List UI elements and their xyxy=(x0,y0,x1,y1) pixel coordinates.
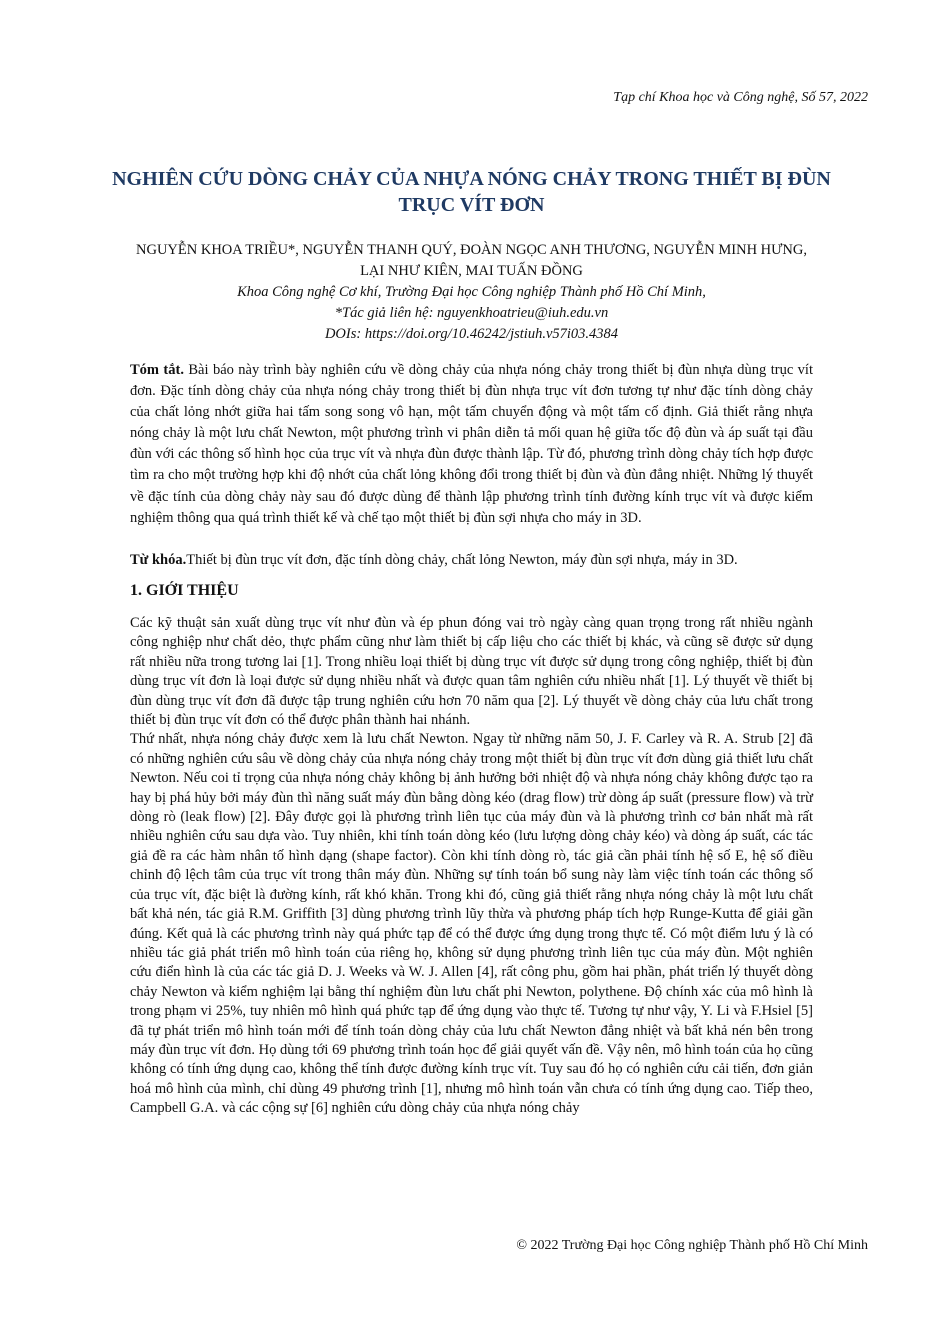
abstract-label: Tóm tắt. xyxy=(130,362,184,378)
journal-header: Tạp chí Khoa học và Công nghệ, Số 57, 2022 xyxy=(613,90,868,105)
keywords-text: Thiết bị đùn trục vít đơn, đặc tính dòng chảy, chất lỏng Newton, máy đùn sợi nhựa, máy in 3D. xyxy=(186,552,738,568)
contact-email: *Tác giả liên hệ: nguyenkhoatrieu@iuh.edu.vn xyxy=(334,305,609,321)
section-heading: 1. GIỚI THIỆU xyxy=(130,582,239,599)
paper-title: NGHIÊN CỨU DÒNG CHẢY CỦA NHỰA NÓNG CHẢY TRONG THIẾT BỊ ĐÙN TRỤC VÍT ĐƠN xyxy=(112,168,831,216)
paragraph: Thứ nhất, nhựa nóng chảy được xem là lưu chất Newton. Ngay từ những năm 50, J. F. Carley và R. A. Strub [2] đã có những nghiên cứu sâu về dòng chảy của nhựa nóng chảy trong một thiết bị đùn trục vít đơn dùng giả thiết lưu chất Newton. Nếu coi tỉ trọng của nhựa nóng chảy không bị ảnh hưởng bởi nhiệt độ và nhựa nóng chảy không được tạo ra hay bị phá hủy bởi máy đùn thì năng suất máy đùn bằng dòng kéo (drag flow) trừ dòng áp suất (pressure flow) và trừ dòng rò (leak flow) [2]. Đây được gọi là phương trình liên tục của máy đùn và là phương trình cơ bản nhất mà rất nhiều nghiên cứu sau dựa vào. Tuy nhiên, khi tính toán dòng kéo (lưu lượng dòng chảy kéo) và dòng áp suất, các tác giả đề ra các hàm nhân tố hình dạng (shape factor). Còn khi tính dòng rò, tác giả cần phải tính hệ số E, hệ số điều chỉnh độ lệch tâm của trục vít trong thân máy đùn. Những sự tính toán bổ sung này làm việc tính toán các thông số của trục vít, đặc biệt là đường kính, rất khó khăn. Trong khi đó, cũng giả thiết rằng nhựa nóng chảy là một lưu chất bất khả nén, tác giả R.M. Griffith [3] dùng phương trình lũy thừa và phương pháp tích hợp Runge-Kutta để giải gần đúng. Kết quả là các phương trình này quá phức tạp để có thể được ứng dụng trong thực tế. Có một điểm lưu ý là có nhiều tác giả phát triển mô hình toán của riêng họ, không sử dụng phương trình liên tục của máy đùn. Một nghiên cứu điển hình là của các tác giả D. J. Weeks và W. J. Allen [4], rất công phu, gồm hai phần, phát triển lý thuyết dòng chảy Newton và kiểm nghiệm lại bằng thí nghiệm đùn lưu chất phi Newton, polythene. Độ chính xác của mô hình là trong phạm vi 25%, tuy nhiên mô hình quá phức tạp để ứng dụng vào thực tế. Tương tự như vậy, Y. Li và F.Hsiel [5] đã tự phát triển mô hình toán mới để tính toán dòng chảy của lưu chất Newton đẳng nhiệt và bất khả nén bên trong máy đùn trục vít đơn. Họ dùng tới 69 phương trình toán học để giải quyết vấn đề. Vậy nên, mô hình toán của họ cũng không có tính ứng dụng cao, không thể tính được đường kính trục vít. Tuy sau đó họ có nghiên cứu cải tiến, đơn giản hoá mô hình của mình, chỉ dùng 49 phương trình [1], nhưng mô hình toán vẫn chưa có tính ứng dụng cao. Tiếp theo, Campbell G.A. và các cộng sự [6] nghiên cứu dòng chảy của nhựa nóng chảy xyxy=(130,731,813,1117)
author-list: NGUYỄN KHOA TRIỀU*, NGUYỄN THANH QUÝ, ĐOÀN NGỌC ANH THƯƠNG, NGUYỄN MINH HƯNG, LẠI NHƯ KIÊN, MAI TUẤN ĐỒNG xyxy=(136,242,807,279)
affiliation: Khoa Công nghệ Cơ khí, Trường Đại học Công nghiệp Thành phố Hồ Chí Minh, xyxy=(237,284,706,300)
doi-line: DOIs: https://doi.org/10.46242/jstiuh.v57i03.4384 xyxy=(324,326,619,342)
keywords xyxy=(130,550,813,571)
keywords-label: Từ khóa. xyxy=(130,552,187,568)
abstract-text: Bài báo này trình bày nghiên cứu về dòng chảy của nhựa nóng chảy trong thiết bị đùn nhựa dùng trục vít đơn. Đặc tính dòng chảy của nhựa nóng chảy trong thiết bị đùn nhựa trục vít đơn tương tự như đặc tính dòng chảy của chất lỏng nhớt giữa hai tấm song song vô hạn, một tấm chuyển động và một tấm cố định. Giả thiết rằng nhựa nóng chảy là một lưu chất Newton, một phương trình vi phân diễn tả mối quan hệ giữa tốc độ đùn và áp suất tại đầu đùn với các thông số hình học của trục vít và nhựa đùn được thành lập. Từ đó, phương trình dòng chảy tích hợp được tìm ra cho một trường hợp khi độ nhớt của chất lỏng không đổi trong thiết bị đùn và đùn đẳng nhiệt. Những lý thuyết về đặc tính của dòng chảy này sau đó được dùng để thành lập phương trình tính đường kính trục vít và được kiểm nghiệm thông qua quá trình thiết kế và chế tạo một thiết bị đùn sợi nhựa cho máy in 3D. xyxy=(130,362,813,526)
paragraph: Các kỹ thuật sản xuất dùng trục vít như đùn và ép phun đóng vai trò ngày càng quan trọng trong rất nhiều ngành công nghiệp như chất dẻo, thực phẩm cũng như làm thiết bị cấp liệu cho các thiết bị khác, và cũng sẽ được sử dụng rất nhiều nữa trong tương lai [1]. Trong nhiều loại thiết bị dùng trục vít được sử dụng trong công nghiệp, thiết bị đùn dùng trục vít đơn là loại được sử dụng nhiều nhất và được quan tâm nghiên cứu nhiều nhất [1]. Lý thuyết về thiết bị đùn dùng trục vít đơn đã được tập trung nghiên cứu hơn 70 năm qua [2]. Lý thuyết về dòng chảy của lưu chất trong thiết bị đùn trục vít đơn có thể được phân thành hai nhánh. xyxy=(130,615,813,729)
abstract xyxy=(130,360,813,529)
section-body xyxy=(130,614,813,1119)
copyright-footer: © 2022 Trường Đại học Công nghiệp Thành phố Hồ Chí Minh xyxy=(516,1238,868,1253)
